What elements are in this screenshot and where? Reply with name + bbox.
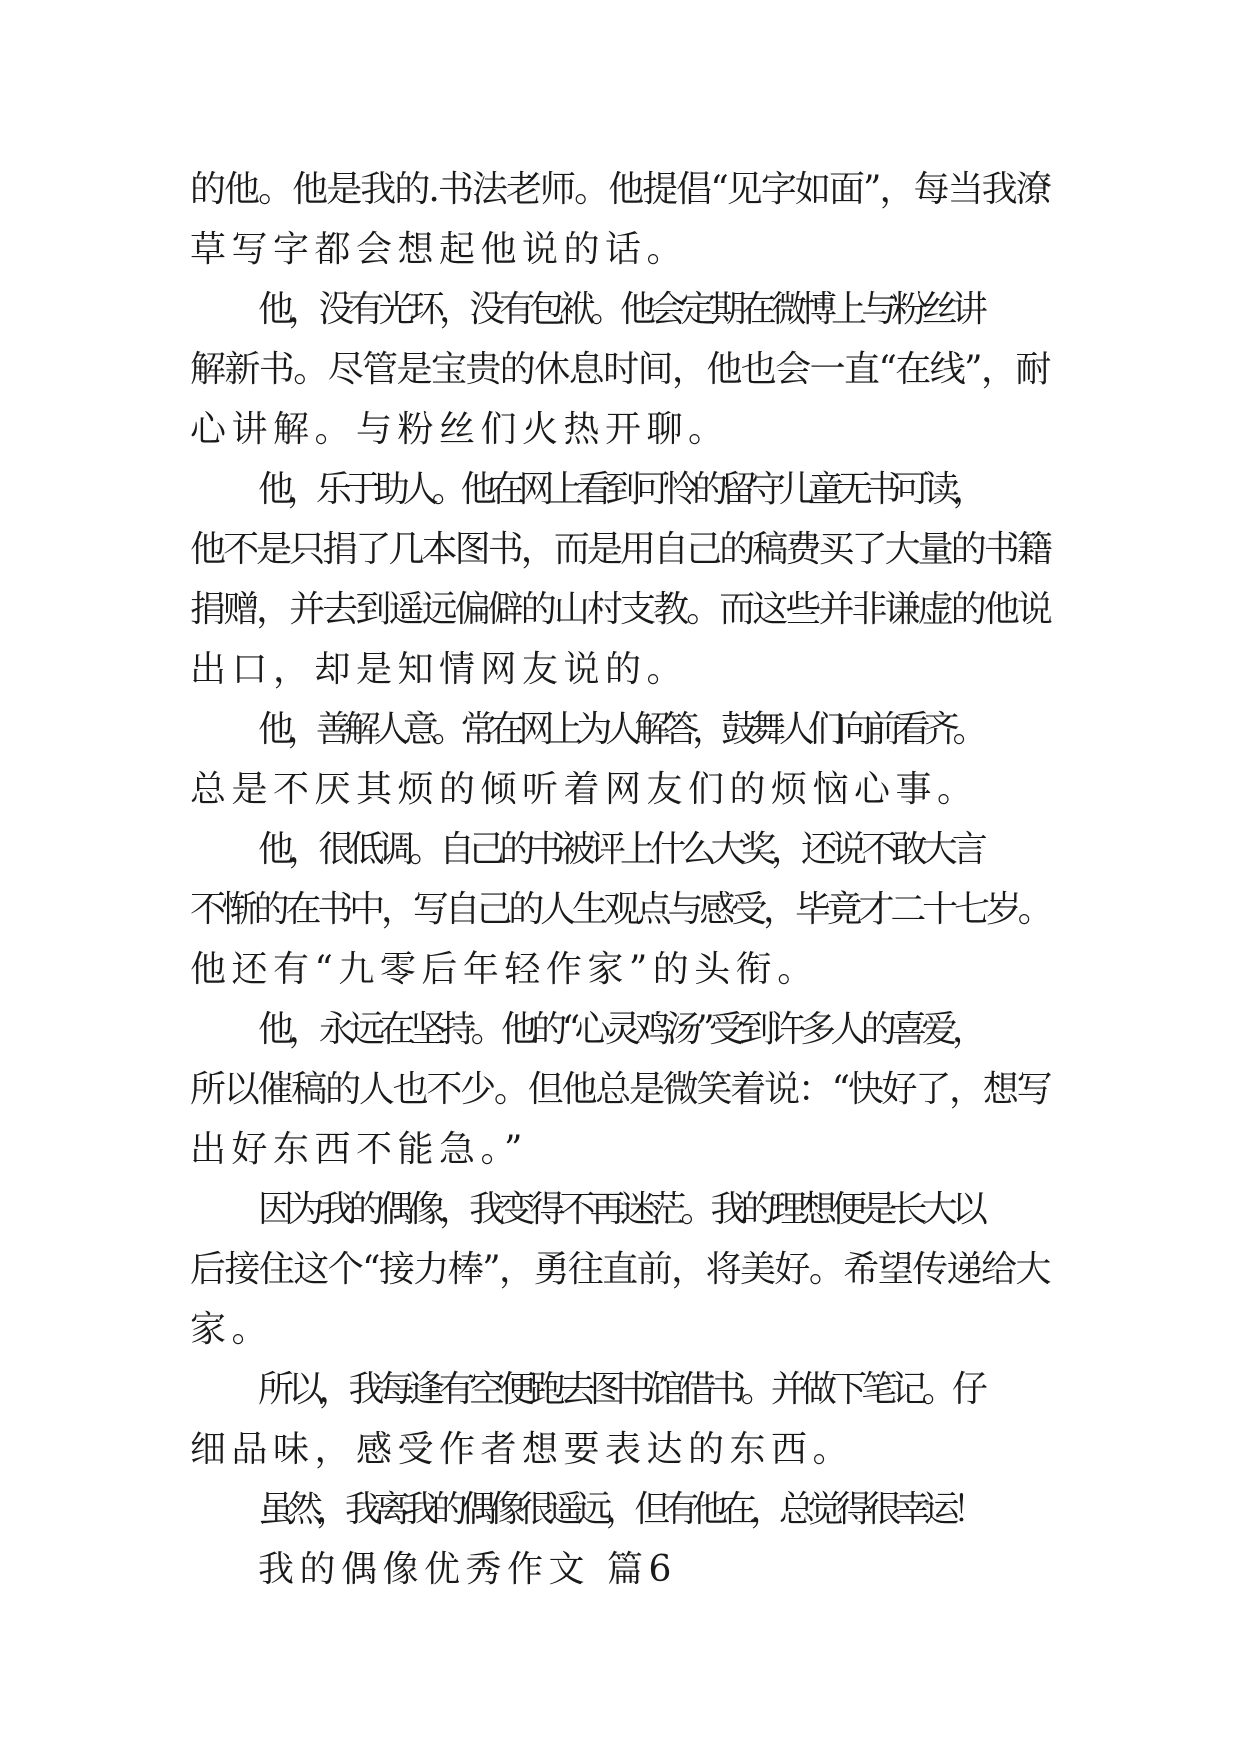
- text-line: 他，乐于助人。他在网上看到可怜的留守儿童无书可读，: [258, 469, 982, 510]
- text-line: 他，善解人意。常在网上为人解答，鼓舞人们向前看齐。: [258, 709, 982, 750]
- text-line: 出好东西不能急。”: [190, 1129, 528, 1170]
- text-line: 虽然，我离我的偶像很遥远，但有他在，总觉得很幸运！: [258, 1489, 982, 1530]
- text-line: 出口，却是知情网友说的。: [190, 649, 689, 690]
- text-line: 总是不厌其烦的倾听着网友们的烦恼心事。: [190, 769, 979, 810]
- text-line: 家。: [190, 1309, 274, 1350]
- essay-body: [190, 160, 1050, 1600]
- text-line: 他，永远在坚持。他的“心灵鸡汤”受到许多人的喜爱，: [258, 1009, 983, 1050]
- paragraph: [190, 1000, 1050, 1180]
- paragraph: [190, 1360, 1050, 1480]
- paragraph: [190, 460, 1050, 700]
- paragraph: [190, 1480, 1050, 1540]
- paragraph: [190, 1180, 1050, 1360]
- text-line: 他不是只捐了几本图书，而是用自己的稿费买了大量的书籍: [190, 529, 1051, 570]
- text-line: 心讲解。与粉丝们火热开聊。: [190, 409, 730, 450]
- paragraph: [190, 160, 1050, 280]
- text-line: 他，没有光环，没有包袱。他会定期在微博上与粉丝讲: [258, 289, 983, 330]
- paragraph: [190, 280, 1050, 460]
- text-line: 所以催稿的人也不少。但他总是微笑着说：“快好了，想写: [190, 1069, 1051, 1110]
- paragraph: [190, 820, 1050, 1000]
- text-line: 后接住这个“接力棒”，勇往直前，将美好。希望传递给大: [190, 1249, 1050, 1290]
- text-line: 不惭的在书中，写自己的人生观点与感受，毕竟才二十七岁。: [190, 889, 1050, 930]
- text-line: 他，很低调。自己的书被评上什么大奖，还说不敢大言: [258, 829, 983, 870]
- text-line: 的他。他是我的.书法老师。他提倡“见字如面”，每当我潦: [190, 169, 1050, 210]
- text-line: 捐赠，并去到遥远偏僻的山村支教。而这些并非谦虚的他说: [190, 589, 1051, 630]
- paragraph: [190, 700, 1050, 820]
- text-line: 解新书。尽管是宝贵的休息时间，他也会一直“在线”，耐: [190, 349, 1050, 390]
- text-line: 所以，我每逢有空便跑去图书馆借书。并做下笔记。仔: [258, 1369, 983, 1410]
- text-line: 草写字都会想起他说的话。: [190, 229, 689, 270]
- text-line: 细品味，感受作者想要表达的东西。: [190, 1429, 855, 1470]
- section-title: 我的偶像优秀作文 篇6: [258, 1549, 677, 1590]
- text-line: 因为我的偶像，我变得不再迷茫。我的理想便是长大以: [258, 1189, 983, 1230]
- text-line: 他还有“九零后年轻作家”的头衔。: [190, 949, 819, 990]
